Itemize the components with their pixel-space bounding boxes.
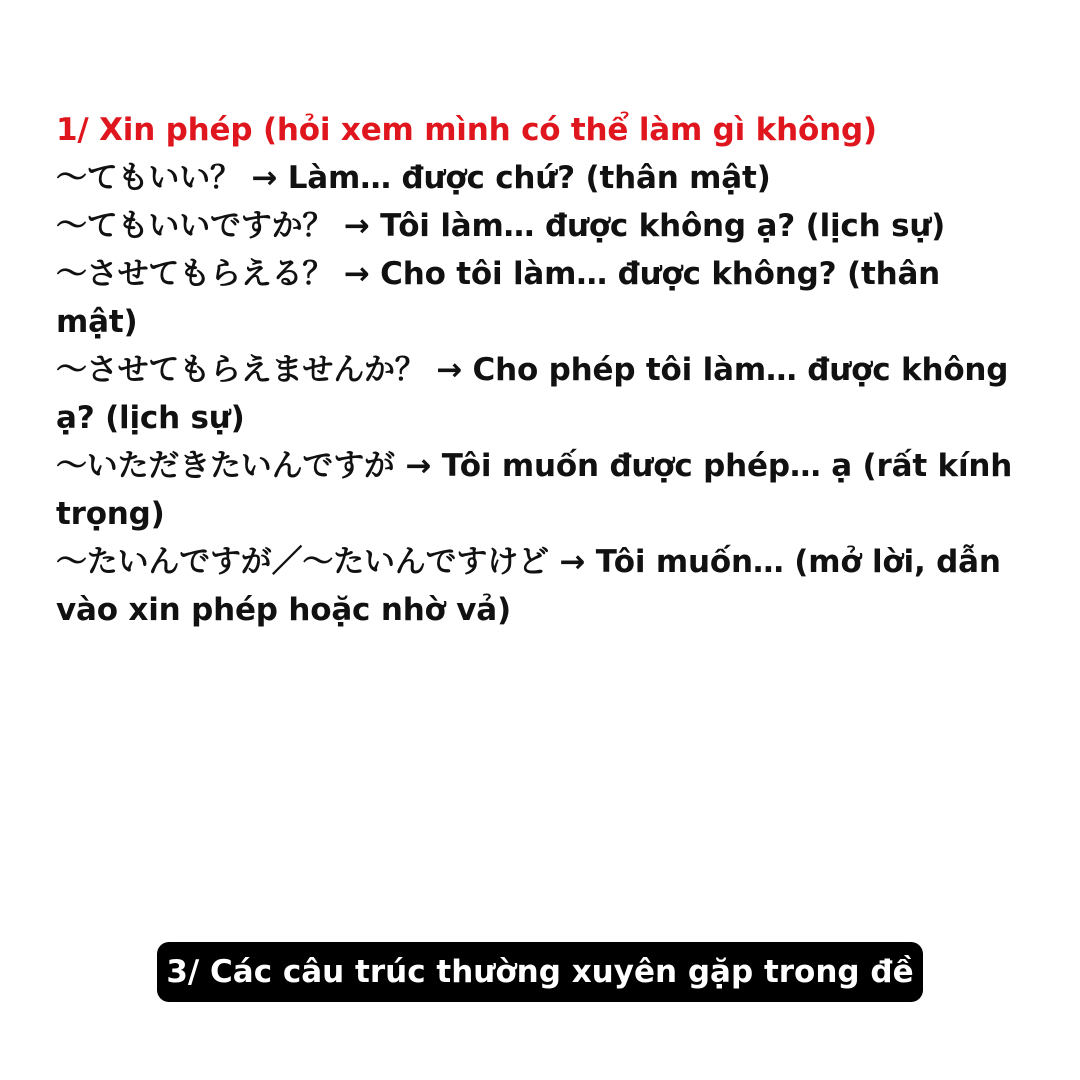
- phrase-line-5: 〜いただきたいんですが → Tôi muốn được phép… ạ (rất kính trọng): [56, 448, 1013, 532]
- phrase-line-2: 〜てもいいですか？ → Tôi làm… được không ạ? (lịch sự): [56, 208, 946, 244]
- section-badge: 3/ Các câu trúc thường xuyên gặp trong đề: [157, 942, 923, 1002]
- phrase-line-6: 〜たいんですが／〜たいんですけど → Tôi muốn… (mở lời, dẫn vào xin phép hoặc nhờ vả): [56, 544, 1001, 628]
- phrase-line-1: 〜てもいい？ → Làm… được chứ? (thân mật): [56, 160, 771, 196]
- main-content: [56, 106, 1028, 634]
- phrase-line-3: 〜させてもらえる？ → Cho tôi làm… được không? (thân mật): [56, 256, 941, 340]
- phrase-line-4: 〜させてもらえませんか？ → Cho phép tôi làm… được không ạ? (lịch sự): [56, 352, 1009, 436]
- section-heading: 1/ Xin phép (hỏi xem mình có thể làm gì không): [56, 112, 877, 148]
